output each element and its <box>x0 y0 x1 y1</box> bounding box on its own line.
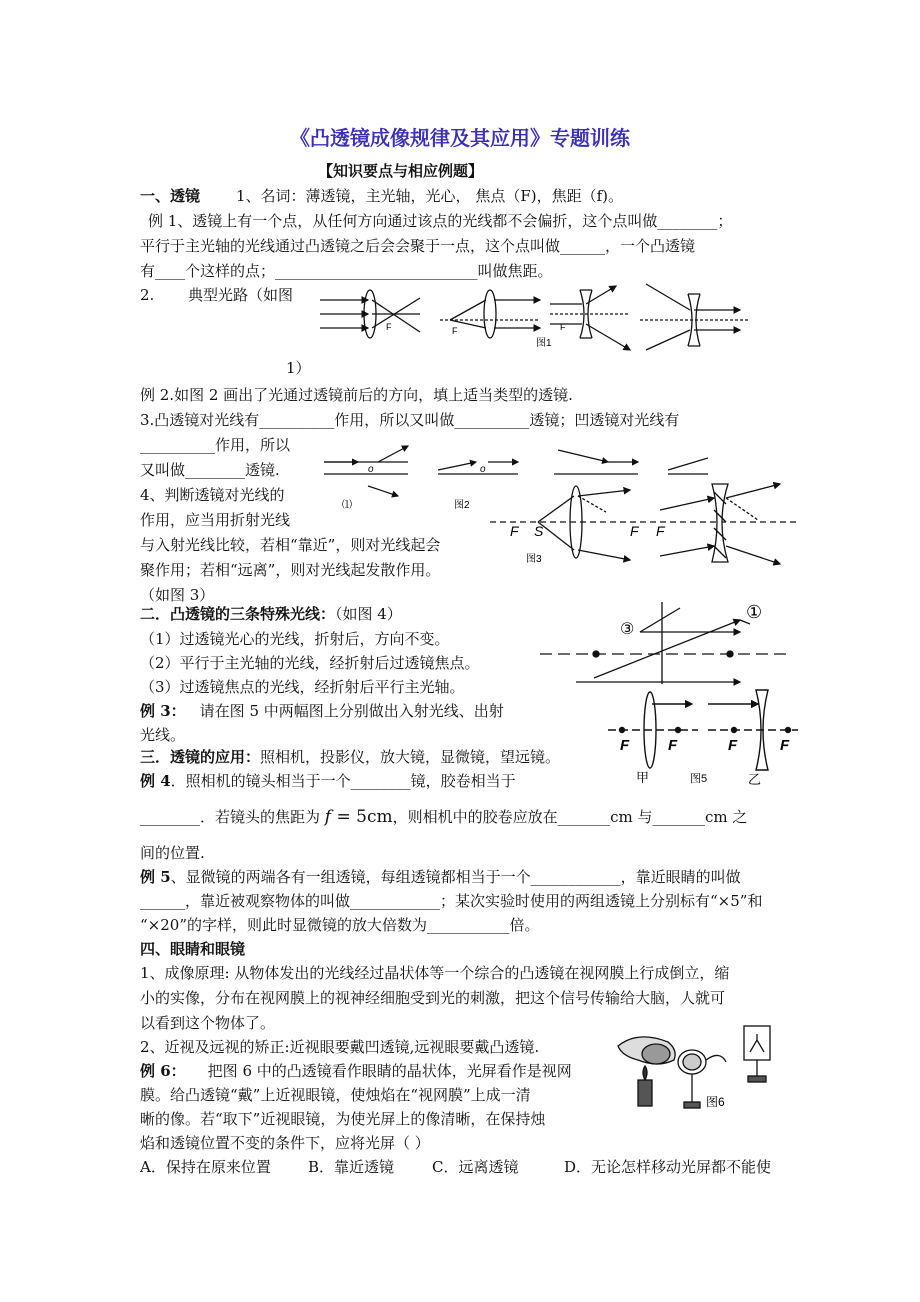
fig5-focus-b1: F <box>728 737 738 754</box>
section-heading-lens: 一、透镜 <box>140 187 201 205</box>
example-5-text-a: 、显微镜的两端各有一组透镜，每组透镜都相当于一个____________，靠近眼睛的叫做 <box>170 868 741 886</box>
figure-4-special-rays <box>540 598 790 688</box>
fig1-focus-label-a: F <box>386 322 392 332</box>
fig1-focus-label-c: F <box>560 322 566 332</box>
item-2-number: 2. <box>140 286 155 304</box>
section-subtitle: 【知识要点与相应例题】 <box>318 162 484 180</box>
example-3-row <box>140 700 504 722</box>
example-4-row <box>140 770 516 792</box>
item-4-line-c: 与入射光线比较，若相“靠近”，则对光线起会 <box>140 536 441 554</box>
option-d: D．无论怎样移动光屏都不能使 <box>564 1158 772 1176</box>
example-6-label: 例 6： <box>140 1062 186 1080</box>
example-3-text-b: 光线。 <box>140 726 186 744</box>
option-a: A．保持在原来位置 <box>140 1158 271 1176</box>
correction-line: 2、近视及远视的矫正:近视眼要戴凹透镜,远视眼要戴凸透镜. <box>140 1038 540 1056</box>
example-6-text-a: 把图 6 中的凸透镜看作眼睛的晶状体，光屏看作是视网 <box>207 1062 572 1080</box>
item-3-line-a: 3.凸透镜对光线有__________作用，所以又叫做__________透镜；凹透镜对光线有 <box>140 411 680 429</box>
item-3-line-b: __________作用，所以 <box>140 436 291 454</box>
fig1-focus-label-b: F <box>452 326 458 336</box>
example-4-text-b2: ，则相机中的胶卷应放在_______cm 与_______cm 之 <box>392 808 748 826</box>
fig4-ray-3-label: ③ <box>620 621 635 638</box>
section-2-note: （如图 4） <box>335 605 402 623</box>
fig3-source-label: S <box>534 523 544 539</box>
item-4-line-e: （如图 3） <box>140 586 215 604</box>
fig5-jia-label: 甲 <box>636 770 650 785</box>
principle-line-c: 以看到这个物体了。 <box>140 1014 276 1032</box>
figure-3-label: 图3 <box>526 554 542 565</box>
example-6-text-d: 焰和透镜位置不变的条件下，应将光屏（ ） <box>140 1134 430 1152</box>
option-c: C．远离透镜 <box>432 1158 519 1176</box>
figure-2-label: 图2 <box>454 500 470 510</box>
fig2-sub-label-1: ⑴ <box>342 500 352 510</box>
option-b: B．靠近透镜 <box>308 1158 395 1176</box>
example-1-line-c: 有____个这样的点；___________________________叫做焦距。 <box>140 262 553 280</box>
fig3-focus-concave: F <box>656 523 665 539</box>
section-heading-eyes: 四、眼睛和眼镜 <box>140 940 246 958</box>
fig4-ray-1-label: ① <box>746 602 763 622</box>
fig2-optical-center-a: o <box>368 464 374 475</box>
example-4-focal-var: f <box>324 807 332 827</box>
example-4-row-b <box>140 806 747 828</box>
section-2-heading-row <box>140 603 402 625</box>
item-4-line-d: 聚作用；若相“远离”，则对光线起发散作用。 <box>140 561 441 579</box>
fig1-convex-lens-a <box>320 290 420 338</box>
figure-3-converge-diverge <box>490 482 800 572</box>
figure-5-label: 图5 <box>690 773 708 785</box>
example-6-text-b: 膜。给凸透镜“戴”上近视眼镜，使烛焰在“视网膜”上成一清 <box>140 1086 531 1104</box>
example-6-row <box>140 1060 572 1082</box>
example-1-line-b: 平行于主光轴的光线通过凸透镜之后会会聚于一点，这个点叫做______，一个凸透镜 <box>140 237 696 255</box>
example-2: 例 2.如图 2 画出了光通过透镜前后的方向，填上适当类型的透镜. <box>140 386 573 404</box>
figure-1-light-paths <box>310 280 770 360</box>
figure-6-label: 图6 <box>706 1095 725 1109</box>
figure-5-lenses <box>608 688 798 788</box>
example-4-text-b1: ________．若镜头的焦距为 <box>140 808 321 826</box>
example-4-focal-eq: = 5cm <box>331 807 393 827</box>
example-5-row <box>140 866 741 888</box>
example-4-text-a: ．照相机的镜头相当于一个________镜，胶卷相当于 <box>170 772 516 790</box>
fig3-focus-right: F <box>630 523 639 539</box>
section-heading-applications: 三．透镜的应用： <box>140 748 261 766</box>
example-3-text-a: 请在图 5 中两幅图上分别做出入射光线、出射 <box>199 702 504 720</box>
fig5-focus-b2: F <box>780 737 790 754</box>
fig5-focus-a2: F <box>668 737 678 754</box>
item-4-line-a: 4、判断透镜对光线的 <box>140 486 285 504</box>
example-3-label: 例 3： <box>140 702 186 720</box>
fig1-concave-lens-b <box>640 284 750 350</box>
rule-3: （3）过透镜焦点的光线，经折射后平行主光轴。 <box>140 678 465 696</box>
principle-line-a: 1、成像原理: 从物体发出的光线经过晶状体等一个综合的凸透镜在视网膜上行成倒立，缩 <box>140 964 730 982</box>
figure-1-label: 图1 <box>536 338 552 349</box>
fig3-focus-left: F <box>510 523 519 539</box>
applications-list: 照相机，投影仪，放大镜，显微镜，望远镜。 <box>260 748 561 766</box>
example-5-label: 例 5 <box>140 868 171 886</box>
principle-line-b: 小的实像，分布在视网膜上的视神经细胞受到光的刺激，把这个信号传输给大脑，人就可 <box>140 989 726 1007</box>
item-4-line-b: 作用，应当用折射光线 <box>140 511 291 529</box>
rule-1: （1）过透镜光心的光线，折射后，方向不变。 <box>140 630 450 648</box>
figure-6-eye-model <box>608 1020 784 1120</box>
example-5-text-c: “×20”的字样，则此时显微镜的放大倍数为___________倍。 <box>140 916 540 934</box>
section-heading-rays: 二．凸透镜的三条特殊光线： <box>140 605 336 623</box>
item-2-end: 1） <box>286 359 311 377</box>
example-5-text-b: ______，靠近被观察物体的叫做____________；某次实验时使用的两组透镜上分别标有“×5”和 <box>140 892 763 910</box>
example-6-text-c: 晰的像。若“取下”近视眼镜，为使光屏上的像清晰，在保持烛 <box>140 1110 546 1128</box>
terms-line: 1、名词：薄透镜，主光轴，光心， 焦点（F)，焦距（f)。 <box>236 187 623 205</box>
fig5-focus-a1: F <box>620 737 630 754</box>
example-1-line-a: 例 1、透镜上有一个点，从任何方向通过该点的光线都不会偏折，这个点叫做________； <box>148 212 733 230</box>
item-2-text: 典型光路（如图 <box>188 286 294 304</box>
section-3-row <box>140 746 560 768</box>
rule-2: （2）平行于主光轴的光线，经折射后过透镜焦点。 <box>140 654 480 672</box>
fig1-concave-lens-a <box>550 286 630 350</box>
example-4-text-c: 间的位置. <box>140 844 205 862</box>
page-title: 《凸透镜成像规律及其应用》专题训练 <box>290 126 630 150</box>
item-3-line-c: 又叫做________透镜. <box>140 461 280 479</box>
fig2-optical-center-b: o <box>480 464 486 475</box>
example-4-label: 例 4 <box>140 772 171 790</box>
fig5-yi-label: 乙 <box>748 772 762 787</box>
